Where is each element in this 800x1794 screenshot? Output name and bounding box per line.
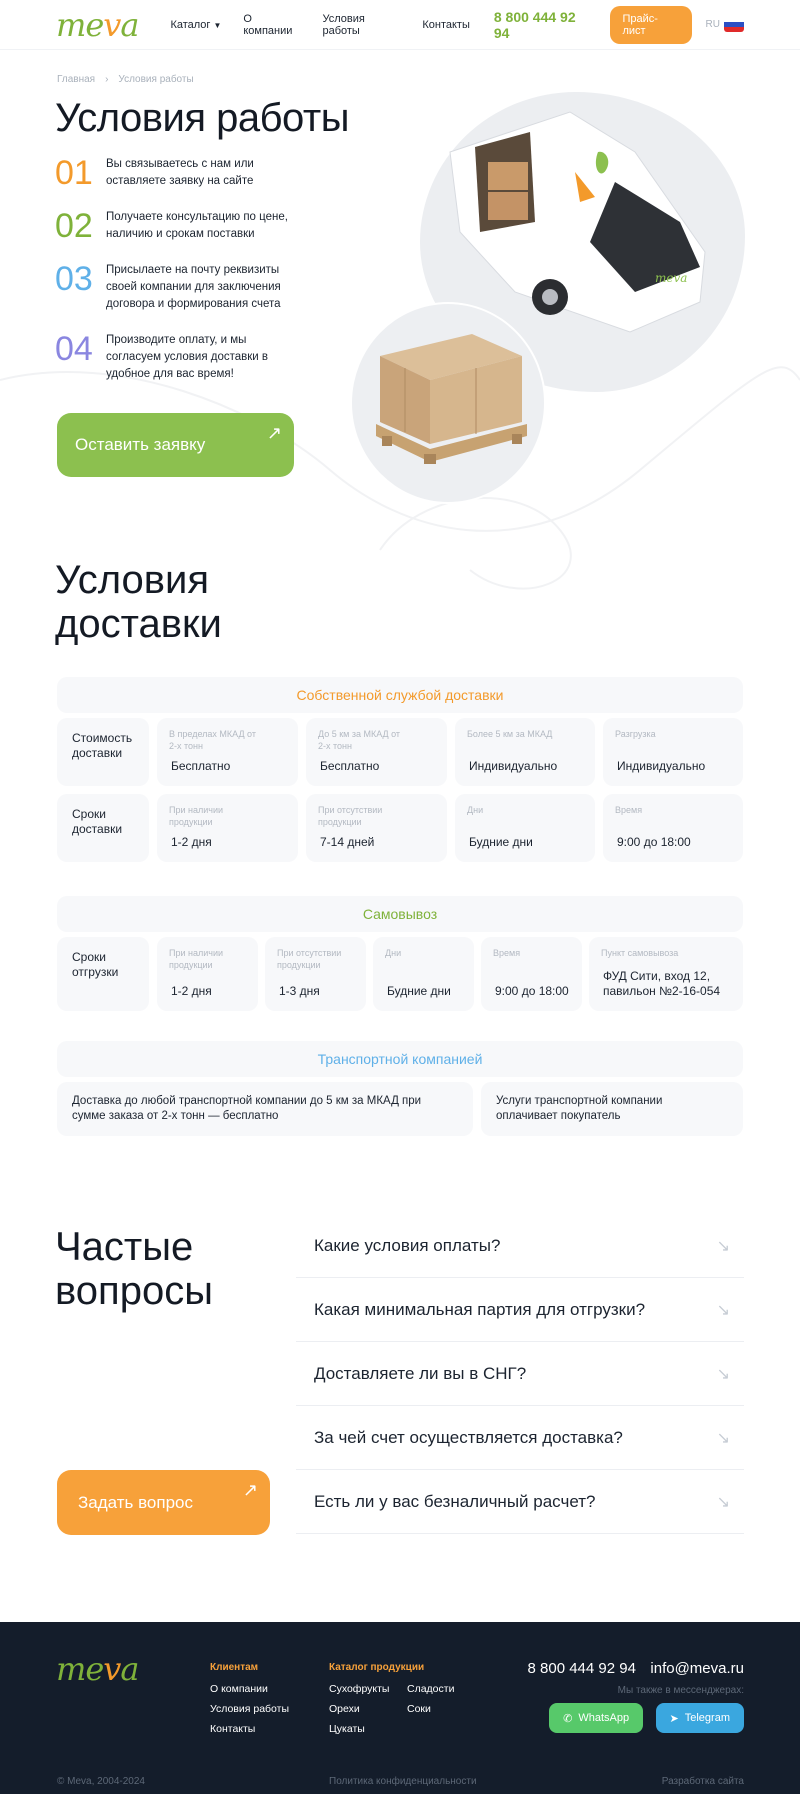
step-item [55,209,325,243]
table-cell [481,937,582,1011]
cell-label: Время [493,948,521,958]
faq-question: За чей счет осуществляется доставка? [314,1427,623,1447]
nav-about[interactable]: О компании [243,12,293,37]
site-footer [0,1622,800,1794]
transport-info-left [57,1082,473,1136]
footer-logo[interactable] [56,1650,138,1688]
row-label: Стоимость доставки [72,731,133,760]
cell-label: Разгрузка [615,729,656,739]
faq-title-line2: вопросы [55,1269,213,1313]
breadcrumb [57,74,194,85]
footer-link[interactable]: Орехи [329,1703,360,1715]
faq-title-line1: Частые [55,1225,194,1269]
footer-link[interactable]: О компании [210,1683,268,1695]
submit-request-label: Оставить заявку [75,435,206,454]
developer-link[interactable]: Разработка сайта [661,1776,744,1787]
transport-text-left: Доставка до любой транспортной компании до 5 км за МКАД при сумме заказа от 2-х тонн — бесплатно [72,1095,422,1122]
ask-question-button[interactable] [57,1470,270,1535]
site-header [0,0,800,50]
footer-contacts [528,1660,745,1733]
delivery-section-title [55,558,222,646]
table-cell [603,718,743,786]
cell-label: Время [615,805,643,815]
pallet-illustration [350,302,546,504]
breadcrumb-separator-icon: › [105,74,109,85]
messengers-label: Мы также в мессенджерах: [617,1685,744,1696]
ask-question-label: Задать вопрос [78,1492,193,1512]
price-list-button[interactable]: Прайс-лист [610,6,691,44]
faq-section-title [55,1225,213,1313]
arrow-down-right-icon: ↘ [716,1494,730,1511]
faq-question: Какие условия оплаты? [314,1235,501,1255]
arrow-up-right-icon: ↗ [266,423,282,443]
main-nav [170,13,491,37]
telegram-icon: ➤ [669,1712,679,1725]
own-delivery-heading: Собственной службой доставки [57,677,743,713]
cell-value: 1-2 дня [171,984,212,998]
cell-label: Дни [467,805,484,815]
step-text: Производите оплату, и мы согласуем условия доставки в удобное для вас время! [106,334,269,380]
breadcrumb-current: Условия работы [118,74,194,85]
transport-info-right [481,1082,743,1136]
table-cell [157,937,258,1011]
table-cell [455,794,595,862]
arrow-down-right-icon: ↘ [716,1238,730,1255]
footer-phone[interactable]: 8 800 444 92 94 [527,1660,636,1677]
table-cell [157,718,298,786]
cell-value: Бесплатно [171,759,231,773]
footer-link[interactable]: Сладости [407,1683,455,1695]
delivery-title-line2: доставки [55,602,222,646]
logo-text: meva [56,5,139,44]
step-item [55,156,325,190]
cell-value: Бесплатно [320,759,380,773]
row-label-cell [57,794,149,862]
row-label: Сроки доставки [72,807,123,836]
arrow-down-right-icon: ↘ [716,1366,730,1383]
footer-catalog-title: Каталог продукции [329,1662,425,1673]
whatsapp-label: WhatsApp [578,1712,630,1724]
arrow-down-right-icon: ↘ [716,1302,730,1319]
logo[interactable] [56,6,138,44]
nav-terms[interactable]: Условия работы [322,12,365,37]
faq-question: Какая минимальная партия для отгрузки? [314,1299,646,1319]
submit-request-button[interactable] [57,413,294,477]
cell-value: Будние дни [469,835,533,849]
step-text: Присылаете на почту реквизиты своей компании для заключения договора и формирования счета [106,264,281,310]
footer-link[interactable]: Условия работы [210,1703,290,1715]
nav-catalog[interactable]: Каталог ▼ [170,18,222,31]
language-switcher[interactable] [706,18,744,32]
arrow-up-right-icon: ↗ [242,1480,258,1500]
table-cell [589,937,743,1011]
footer-link[interactable]: Контакты [210,1723,256,1735]
transport-text-right: Услуги транспортной компании оплачивает покупатель [496,1095,663,1122]
table-cell [306,718,447,786]
cell-value: Индивидуально [617,759,706,773]
chevron-down-icon: ▼ [213,20,222,30]
whatsapp-icon: ✆ [563,1712,573,1725]
table-cell [265,937,366,1011]
whatsapp-button[interactable] [549,1703,643,1733]
row-label: Сроки отгрузки [72,950,119,979]
step-number: 01 [55,154,93,192]
table-cell [603,794,743,862]
footer-catalog-column [329,1662,477,1743]
footer-link[interactable]: Соки [407,1703,431,1715]
russia-flag-icon [724,18,744,32]
faq-item[interactable] [296,1342,744,1406]
faq-question: Доставляете ли вы в СНГ? [314,1363,527,1383]
footer-link[interactable]: Цукаты [329,1723,365,1735]
step-item [55,262,325,313]
telegram-button[interactable] [656,1703,744,1733]
row-label-cell [57,937,149,1011]
cell-value: 1-2 дня [171,835,212,849]
cell-label: При наличии продукции [169,948,223,970]
copyright: © Meva, 2004-2024 [57,1776,145,1787]
footer-clients-title: Клиентам [210,1662,259,1673]
cell-label: Пункт самовывоза [601,948,679,958]
header-phone[interactable]: 8 800 444 92 94 [493,8,576,41]
step-number: 04 [55,330,93,368]
nav-contacts[interactable]: Контакты [422,18,470,31]
privacy-link[interactable]: Политика конфиденциальности [329,1776,477,1787]
transport-heading: Транспортной компанией [57,1041,743,1077]
cell-label: При наличии продукции [169,805,223,827]
table-cell [455,718,595,786]
footer-link[interactable]: Сухофрукты [329,1683,390,1695]
cell-value: 9:00 до 18:00 [495,984,569,998]
footer-email[interactable]: info@meva.ru [650,1660,744,1677]
faq-item[interactable] [296,1278,744,1342]
footer-catalog-links [329,1683,477,1743]
step-text: Вы связываетесь с нам или оставляете заявку на сайте [106,158,254,187]
faq-question: Есть ли у вас безналичный расчет? [314,1491,596,1511]
page-title: Условия работы [55,96,349,140]
cell-value: ФУД Сити, вход 12, павильон №2-16-054 [603,969,721,998]
cell-label: В пределах МКАД от 2-х тонн [169,729,256,751]
table-cell [306,794,447,862]
cell-value: Индивидуально [469,759,558,773]
svg-text:meva: meva [655,271,688,285]
breadcrumb-home[interactable]: Главная [57,74,96,85]
boxes-pallet-icon [352,304,548,506]
step-item [55,332,325,383]
step-number: 02 [55,207,93,245]
cell-label: Более 5 км за МКАД [467,729,553,739]
cell-label: До 5 км за МКАД от 2-х тонн [318,729,401,751]
pickup-heading: Самовывоз [57,896,743,932]
cell-label: Дни [385,948,402,958]
faq-item[interactable] [296,1214,744,1278]
language-code: RU [705,19,720,30]
delivery-title-line1: Условия [55,558,210,602]
faq-item[interactable] [296,1406,744,1470]
cell-label: При отсутствии продукции [277,948,342,970]
telegram-label: Telegram [684,1712,730,1724]
step-text: Получаете консультацию по цене, наличию и срокам поставки [106,211,288,240]
row-label-cell [57,718,149,786]
arrow-down-right-icon: ↘ [716,1430,730,1447]
cell-value: 9:00 до 18:00 [617,835,691,849]
table-cell [157,794,298,862]
cell-value: 7-14 дней [320,835,375,849]
table-cell [373,937,474,1011]
cell-value: 1-3 дня [279,984,320,998]
step-number: 03 [55,260,93,298]
footer-logo-text: meva [56,1650,139,1688]
footer-clients-column [210,1662,289,1743]
faq-item[interactable] [296,1470,744,1534]
cell-label: При отсутствии продукции [318,805,383,827]
steps-list [55,156,325,402]
cell-value: Будние дни [387,984,451,998]
